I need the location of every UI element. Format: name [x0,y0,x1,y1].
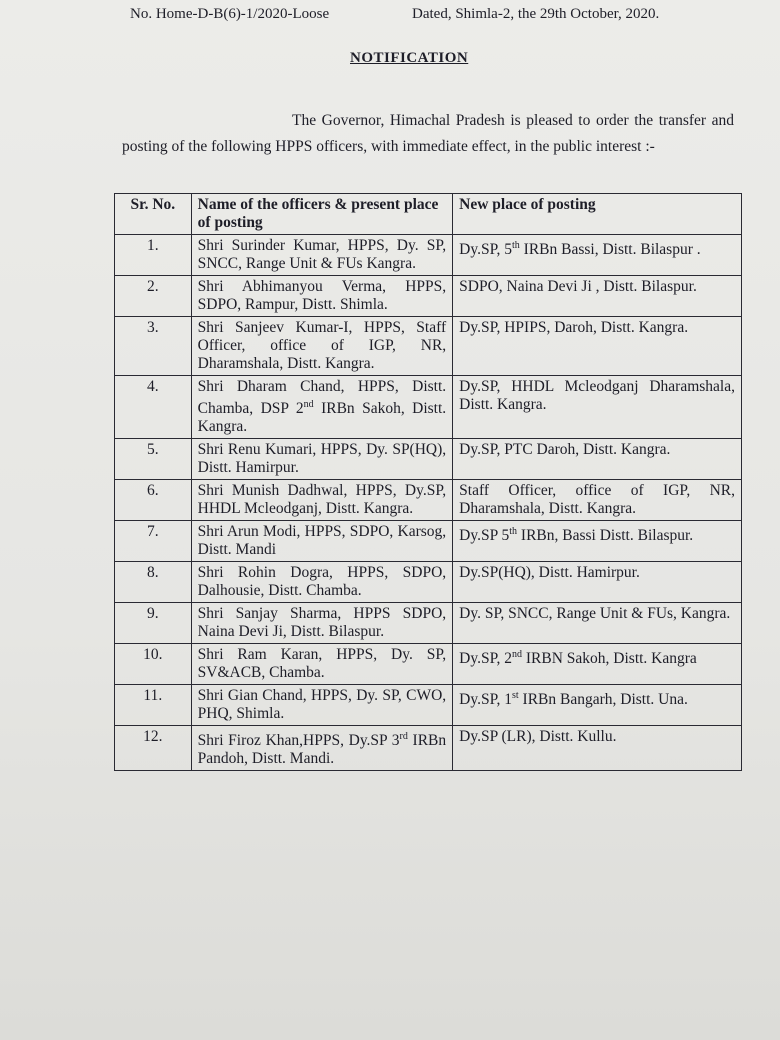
row-new-posting [453,726,742,771]
table-row [115,521,742,562]
row-officer-name: Shri Arun Modi, HPPS, SDPO, Karsog, Distt. Mandi [191,521,453,562]
reference-number: No. Home-D-B(6)-1/2020-Loose [130,6,330,22]
table-row [115,480,742,521]
table-row [115,376,742,439]
posting-text-cont: IRBn Bangarh, Distt. Una. [518,691,688,709]
row-officer-name: Shri Ram Karan, HPPS, Dy. SP, SV&ACB, Chamba. [191,644,453,685]
row-sr-no: 1. [115,235,192,276]
row-sr-no: 10. [115,644,192,685]
intro-paragraph [122,108,734,160]
row-new-posting [453,685,742,726]
posting-text: SDPO, Naina Devi Ji , Distt. Bilaspur. [459,278,697,295]
name-ordinal: nd [303,399,314,410]
row-new-posting [453,562,742,603]
row-new-posting [453,276,742,317]
posting-text: Dy.SP(HQ), Distt. Hamirpur. [459,564,640,582]
row-new-posting [453,235,742,276]
row-new-posting [453,439,742,480]
intro-text: The Governor, Himachal Pradesh is pleased to order the transfer and posting of the following HPPS officers, with immediate effect, in the public interest :- [122,112,734,155]
posting-text: Dy.SP 5 [459,527,510,545]
date-line: Dated, Shimla-2, the 29th October, 2020. [412,6,660,22]
table-row [115,562,742,603]
row-sr-no: 6. [115,480,192,521]
row-new-posting [453,644,742,685]
header-sr-no: Sr. No. [115,194,192,235]
posting-ordinal: th [512,240,520,251]
posting-ordinal: nd [512,649,522,661]
row-sr-no: 7. [115,521,192,562]
row-officer-name: Shri Gian Chand, HPPS, Dy. SP, CWO, PHQ, Shimla. [191,685,453,726]
posting-text: Dy. SP, SNCC, Range Unit & FUs, Kangra. [459,605,731,623]
notification-title: NOTIFICATION [350,50,469,66]
posting-text: Dy.SP, HHDL Mcleodganj Dharamshala, Distt. Kangra. [459,378,735,413]
row-officer-name [191,726,453,771]
row-officer-name: Shri Sanjeev Kumar-I, HPPS, Staff Officer, office of IGP, NR, Dharamshala, Distt. Kangra. [191,317,453,376]
table-row [115,235,742,276]
row-sr-no: 2. [115,276,192,317]
row-officer-name: Shri Rohin Dogra, HPPS, SDPO, Dalhousie, Distt. Chamba. [191,562,453,603]
name-text-cont: IRBn Pandoh, Distt. Mandi. [197,732,447,768]
row-new-posting [453,376,742,439]
table-row [115,317,742,376]
table-header-row [115,194,742,235]
header-new-posting: New place of posting [453,194,742,235]
row-sr-no: 12. [115,726,192,771]
posting-text-cont: IRBN Sakoh, Distt. Kangra [522,650,697,668]
posting-text: Dy.SP, 2 [459,650,512,668]
posting-text: Dy.SP, 5 [459,241,512,259]
table-row [115,439,742,480]
table-row [115,726,742,771]
row-sr-no: 8. [115,562,192,603]
row-sr-no: 5. [115,439,192,480]
row-new-posting [453,603,742,644]
row-sr-no: 3. [115,317,192,376]
row-new-posting [453,317,742,376]
posting-ordinal: th [509,526,518,538]
posting-text: Staff Officer, office of IGP, NR, Dharamshala, Distt. Kangra. [459,482,735,518]
name-text: Shri Firoz Khan,HPPS, Dy.SP 3 [197,732,400,750]
row-officer-name: Shri Renu Kumari, HPPS, Dy. SP(HQ), Distt. Hamirpur. [191,439,453,480]
row-sr-no: 11. [115,685,192,726]
table-row [115,603,742,644]
posting-text: Dy.SP, PTC Daroh, Distt. Kangra. [459,441,671,459]
name-text-cont: IRBn Sakoh, Distt. Kangra. [197,400,447,436]
table-row [115,276,742,317]
postings-table [114,193,742,771]
posting-text: Dy.SP, HPIPS, Daroh, Distt. Kangra. [459,319,689,336]
row-officer-name: Shri Surinder Kumar, HPPS, Dy. SP, SNCC, Range Unit & FUs Kangra. [191,235,453,276]
row-sr-no: 9. [115,603,192,644]
table-row [115,685,742,726]
row-new-posting [453,521,742,562]
row-new-posting [453,480,742,521]
header-line [130,6,730,23]
row-officer-name [191,376,453,439]
row-sr-no: 4. [115,376,192,439]
name-text: Shri Dharam Chand, HPPS, Distt. Chamba, DSP 2 [197,378,447,418]
posting-text-cont: IRBn Bassi, Distt. Bilaspur . [519,241,701,259]
row-officer-name: Shri Abhimanyou Verma, HPPS, SDPO, Rampur, Distt. Shimla. [191,276,453,317]
table-body [115,235,742,771]
header-name: Name of the officers & present place of posting [191,194,453,235]
posting-ordinal: st [512,690,519,702]
table-row [115,644,742,685]
name-ordinal: rd [399,731,408,743]
posting-text: Dy.SP (LR), Distt. Kullu. [459,728,617,746]
row-officer-name: Shri Sanjay Sharma, HPPS SDPO, Naina Devi Ji, Distt. Bilaspur. [191,603,453,644]
row-officer-name: Shri Munish Dadhwal, HPPS, Dy.SP, HHDL Mcleodganj, Distt. Kangra. [191,480,453,521]
posting-text: Dy.SP, 1 [459,691,512,709]
posting-text-cont: IRBn, Bassi Distt. Bilaspur. [517,527,694,545]
